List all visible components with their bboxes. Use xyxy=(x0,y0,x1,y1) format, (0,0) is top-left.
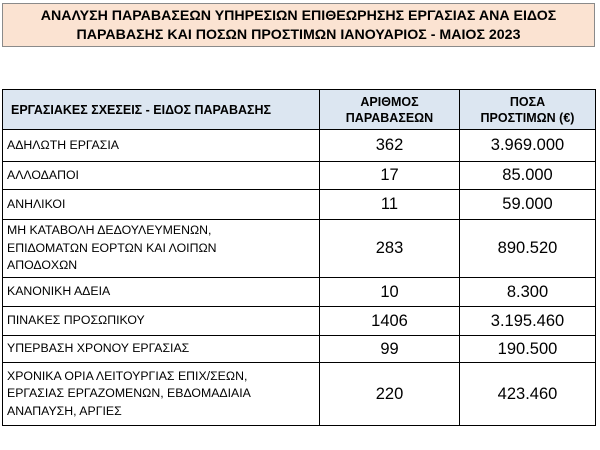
violation-count-cell: 283 xyxy=(320,220,460,278)
table-row xyxy=(3,336,596,363)
violation-count-cell: 11 xyxy=(320,190,460,220)
violation-type-cell: ΑΝΗΛΙΚΟΙ xyxy=(3,190,320,220)
violation-type-cell: ΚΑΝΟΝΙΚΗ ΑΔΕΙΑ xyxy=(3,278,320,307)
violation-type-cell: ΧΡΟΝΙΚΑ ΟΡΙΑ ΛΕΙΤΟΥΡΓΙΑΣ ΕΠΙΧ/ΣΕΩΝ, ΕΡΓΑΣΙΑΣ ΕΡΓΑΖΟΜΕΝΩΝ, ΕΒΔΟΜΑΔΙΑΙΑ ΑΝΑΠΑΥΣΗ, ΑΡΓΙΕΣ xyxy=(3,363,320,426)
fine-amount-cell: 890.520 xyxy=(460,220,596,278)
table-row xyxy=(3,307,596,336)
table-row xyxy=(3,162,596,190)
violation-count-cell: 362 xyxy=(320,130,460,162)
violation-count-cell: 10 xyxy=(320,278,460,307)
table-row xyxy=(3,220,596,278)
fine-amount-cell: 59.000 xyxy=(460,190,596,220)
violation-type-cell: ΑΔΗΛΩΤΗ ΕΡΓΑΣΙΑ xyxy=(3,130,320,162)
violation-count-cell: 17 xyxy=(320,162,460,190)
violation-type-cell: ΠΙΝΑΚΕΣ ΠΡΟΣΩΠΙΚΟΥ xyxy=(3,307,320,336)
violations-table xyxy=(2,89,596,426)
violation-type-cell: ΑΛΛΟΔΑΠΟΙ xyxy=(3,162,320,190)
table-row xyxy=(3,130,596,162)
table-header-row xyxy=(3,90,596,130)
violation-type-cell: ΜΗ ΚΑΤΑΒΟΛΗ ΔΕΔΟΥΛΕΥΜΕΝΩΝ, ΕΠΙΔΟΜΑΤΩΝ ΕΟΡΤΩΝ ΚΑΙ ΛΟΙΠΩΝ ΑΠΟΔΟΧΩΝ xyxy=(3,220,320,278)
violation-count-cell: 99 xyxy=(320,336,460,363)
fine-amount-cell: 423.460 xyxy=(460,363,596,426)
violation-count-cell: 1406 xyxy=(320,307,460,336)
column-header-violation-count: ΑΡΙΘΜΟΣ ΠΑΡΑΒΑΣΕΩΝ xyxy=(320,90,460,130)
fine-amount-cell: 3.969.000 xyxy=(460,130,596,162)
page-title xyxy=(2,3,595,47)
fine-amount-cell: 85.000 xyxy=(460,162,596,190)
fine-amount-cell: 3.195.460 xyxy=(460,307,596,336)
violation-type-cell: ΥΠΕΡΒΑΣΗ ΧΡΟΝΟΥ ΕΡΓΑΣΙΑΣ xyxy=(3,336,320,363)
fine-amount-cell: 8.300 xyxy=(460,278,596,307)
title-line-2: ΠΑΡΑΒΑΣΗΣ ΚΑΙ ΠΟΣΩΝ ΠΡΟΣΤΙΜΩΝ ΙΑΝΟΥΑΡΙΟΣ - ΜΑΙΟΣ 2023 xyxy=(76,27,521,43)
violation-count-cell: 220 xyxy=(320,363,460,426)
table-row xyxy=(3,278,596,307)
column-header-fine-amount: ΠΟΣΑ ΠΡΟΣΤΙΜΩΝ (€) xyxy=(460,90,596,130)
column-header-violation-type: ΕΡΓΑΣΙΑΚΕΣ ΣΧΕΣΕΙΣ - ΕΙΔΟΣ ΠΑΡΑΒΑΣΗΣ xyxy=(3,90,320,130)
table-row xyxy=(3,363,596,426)
title-line-1: ΑΝΑΛΥΣΗ ΠΑΡΑΒΑΣΕΩΝ ΥΠΗΡΕΣΙΩΝ ΕΠΙΘΕΩΡΗΣΗΣ ΕΡΓΑΣΙΑΣ ΑΝΑ ΕΙΔΟΣ xyxy=(40,8,557,24)
table-row xyxy=(3,190,596,220)
fine-amount-cell: 190.500 xyxy=(460,336,596,363)
